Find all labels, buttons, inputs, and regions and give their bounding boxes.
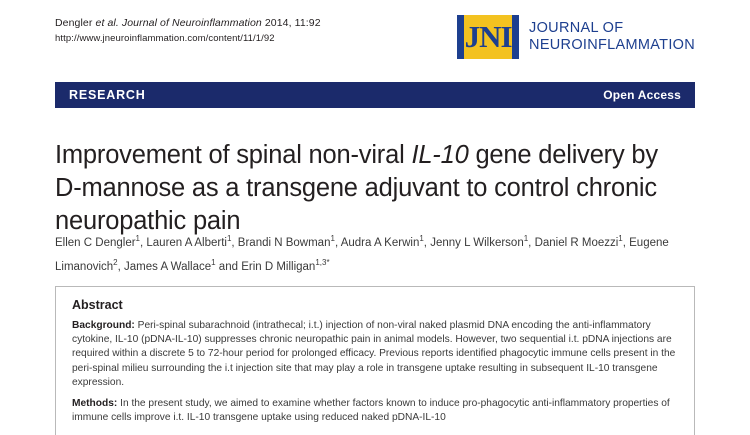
author[interactable] — [430, 234, 529, 249]
author[interactable] — [534, 234, 623, 249]
author-separator: , — [528, 236, 535, 249]
jni-logo-icon — [457, 15, 519, 59]
author[interactable] — [237, 234, 335, 249]
abstract-background-label: Background: — [72, 320, 135, 331]
author-separator: and — [215, 260, 242, 273]
page-title — [55, 139, 665, 238]
author-affiliation-marker: 1 — [618, 234, 623, 243]
research-banner — [55, 82, 695, 108]
abstract-background-text: Peri-spinal subarachnoid (intrathecal; i.t.) injection of non-viral naked plasmid DNA encoding the anti-inflammatory cytokine, IL-10 (pDNA-IL-10) suppresses chronic neuropathic pain in animal models. However, two sequential i.t. pDNA injections are required within a discrete 5 to 72-hour period for prolonged efficacy. Previous reports identified phagocytic immune cells present in the peri-spinal milieu surrounding the i.t injection site that may play a role in transgene uptake resulting in subsequent IL-10 transgene expression. — [72, 320, 676, 388]
author[interactable] — [241, 257, 330, 273]
author-affiliation-marker: 1 — [226, 234, 232, 243]
author-name: James A Wallace — [124, 260, 212, 273]
abstract-methods — [72, 397, 678, 425]
abstract-section — [55, 286, 695, 435]
page-header — [55, 16, 695, 64]
journal-name — [529, 20, 695, 54]
author-name: Jenny L Wilkerson — [430, 236, 524, 249]
abstract-heading: Abstract — [72, 298, 123, 312]
author-affiliation-marker: 1 — [523, 234, 529, 243]
author-affiliation-marker: 1 — [330, 234, 335, 243]
author-separator: , — [622, 236, 630, 249]
author[interactable] — [55, 234, 140, 249]
logo-bar-right — [512, 15, 519, 59]
author[interactable] — [146, 234, 232, 249]
author[interactable] — [124, 257, 216, 273]
title-part-1: Improvement of spinal non-viral — [55, 141, 412, 170]
journal-name-line1: JOURNAL OF — [529, 20, 624, 36]
author-separator: , — [423, 236, 431, 249]
author-name: Erin D Milligan — [241, 260, 316, 273]
abstract-methods-label: Methods: — [72, 398, 118, 410]
author-affiliation-marker: 1 — [135, 234, 140, 243]
citation-suffix: 2014, 11:92 — [261, 17, 321, 29]
abstract-methods-text: In the present study, we aimed to examine whether factors known to induce pro-phagocytic anti-inflammatory properties of immune cells improve i.t. IL-10 transgene uptake using reduced naked pDNA-IL-10 — [72, 398, 670, 424]
abstract-background — [72, 319, 678, 390]
title-gene-italic: IL-10 — [411, 141, 469, 170]
title-part-2: gene delivery by D-mannose as a transgene adjuvant to control chronic neuropathic pain — [55, 141, 658, 236]
author-affiliation-marker: 1 — [211, 257, 216, 267]
author-name: Daniel R Moezzi — [534, 236, 619, 249]
author-name: Lauren A Alberti — [146, 236, 227, 249]
citation-journal: et al. Journal of Neuroinflammation — [95, 17, 262, 29]
author-separator: , — [231, 236, 238, 249]
author-affiliation-marker: 1 — [419, 234, 424, 243]
author-separator: , — [334, 236, 341, 249]
author-name: Ellen C Dengler — [55, 236, 136, 249]
open-access-label: Open Access — [603, 88, 681, 102]
citation-prefix: Dengler — [55, 17, 96, 29]
author-name: Eugene Limanovich — [55, 236, 669, 273]
author-name: Brandi N Bowman — [237, 236, 331, 249]
citation-block — [55, 16, 321, 46]
author-list — [55, 229, 675, 277]
journal-logo — [457, 12, 695, 62]
author-separator: , — [140, 236, 147, 249]
research-label: RESEARCH — [69, 88, 146, 102]
author-name: Audra A Kerwin — [340, 236, 420, 249]
author[interactable] — [340, 234, 424, 249]
logo-bar-left — [457, 15, 464, 59]
citation-url[interactable]: http://www.jneuroinflammation.com/content/11/1/92 — [55, 33, 275, 44]
author-affiliation-marker: 2 — [113, 257, 118, 267]
author-separator: , — [117, 260, 125, 273]
journal-name-line2: NEUROINFLAMMATION — [529, 37, 695, 53]
logo-letters: JNI — [464, 15, 512, 59]
author-affiliation-marker: 1,3* — [315, 257, 330, 267]
